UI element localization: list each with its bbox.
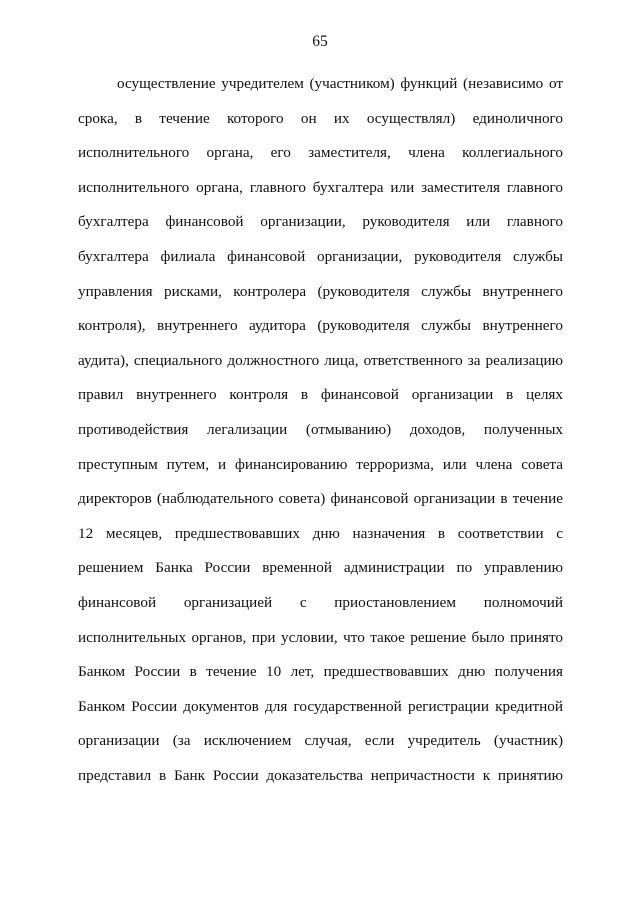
- text-line: аудита), специального должностного лица, ответственного за реализацию: [78, 351, 563, 369]
- text-line: бухгалтера филиала финансовой организации, руководителя службы: [78, 247, 563, 265]
- page-number: 65: [312, 33, 328, 50]
- text-line: 12 месяцев, предшествовавших дню назначения в соответствии с: [78, 524, 563, 542]
- text-line: решением Банка России временной администрации по управлению: [78, 559, 563, 577]
- text-line: срока, в течение которого он их осуществлял) единоличного: [78, 109, 563, 127]
- text-line: директоров (наблюдательного совета) финансовой организации в течение: [78, 490, 563, 508]
- text-line: представил в Банк России доказательства непричастности к принятию: [78, 766, 563, 784]
- text-line: исполнительного органа, главного бухгалтера или заместителя главного: [78, 178, 563, 196]
- text-line: управления рисками, контролера (руководителя службы внутреннего: [78, 282, 563, 300]
- text-line: Банком России документов для государственной регистрации кредитной: [78, 697, 563, 715]
- text-line: противодействия легализации (отмыванию) доходов, полученных: [78, 420, 563, 438]
- text-line: Банком России в течение 10 лет, предшествовавших дню получения: [78, 663, 563, 681]
- text-line: финансовой организацией с приостановлением полномочий: [78, 593, 563, 611]
- text-line: преступным путем, и финансированию терроризма, или члена совета: [78, 455, 563, 473]
- text-line: исполнительного органа, его заместителя, члена коллегиального: [78, 144, 563, 162]
- text-line: исполнительных органов, при условии, что такое решение было принято: [78, 628, 563, 646]
- text-line: контроля), внутреннего аудитора (руководителя службы внутреннего: [78, 317, 563, 335]
- text-line: осуществление учредителем (участником) функций (независимо от: [117, 75, 563, 92]
- text-line: организации (за исключением случая, если учредитель (участник): [78, 732, 563, 750]
- text-line: бухгалтера финансовой организации, руководителя или главного: [78, 213, 563, 231]
- body-text: [78, 67, 563, 793]
- text-line: правил внутреннего контроля в финансовой организации в целях: [78, 386, 563, 404]
